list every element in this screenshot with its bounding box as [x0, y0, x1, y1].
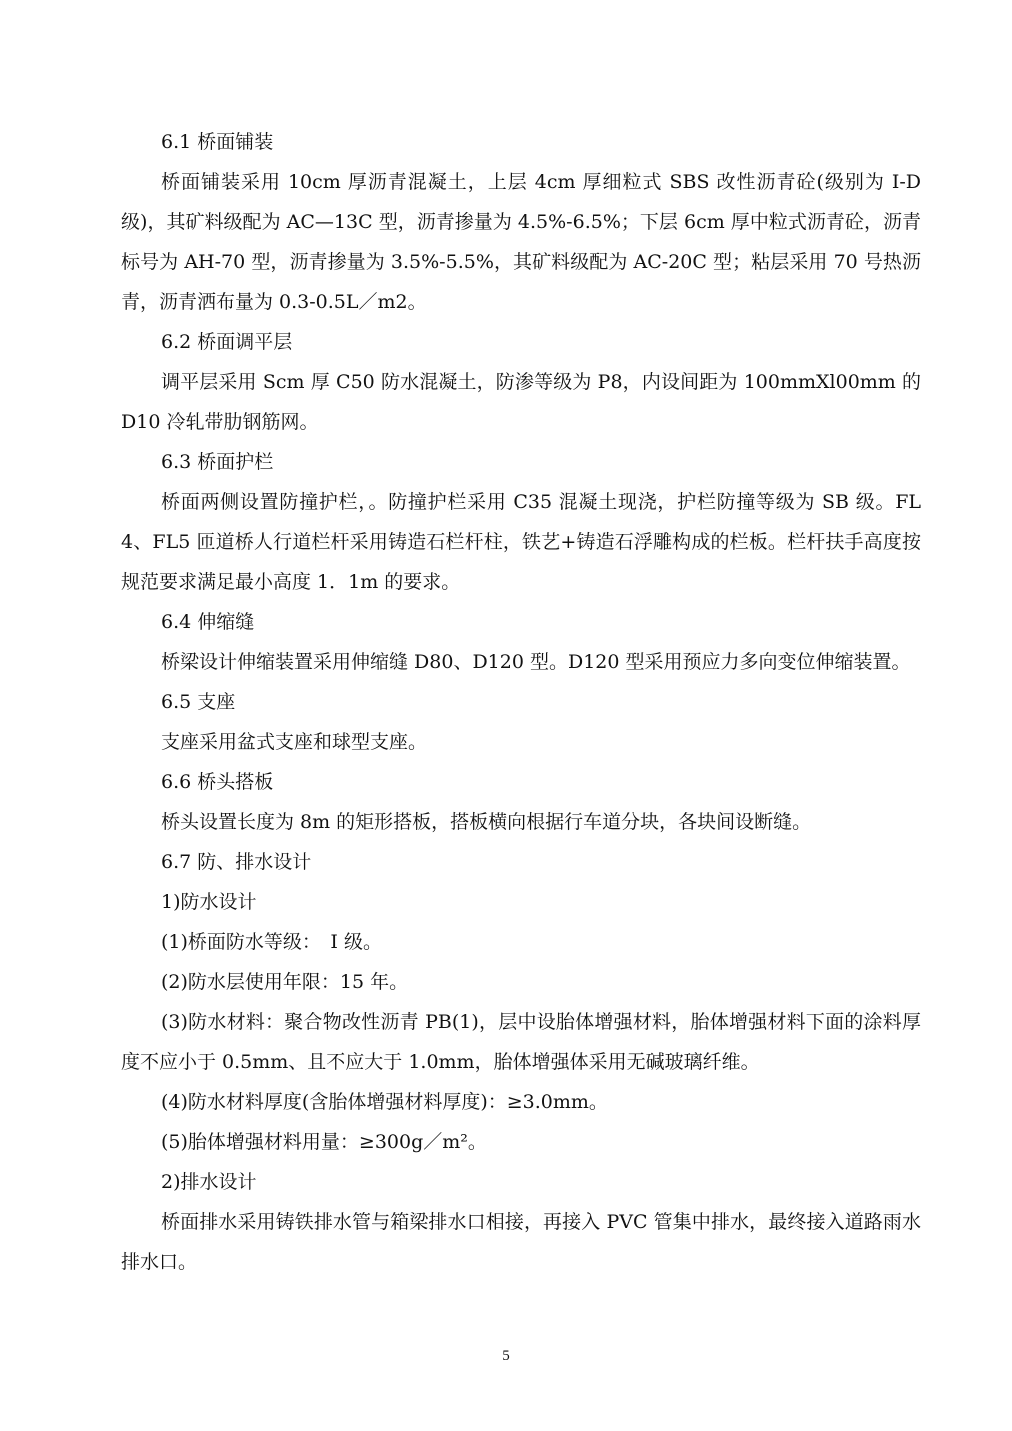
section-6-2-heading: 6.2 桥面调平层 [161, 331, 293, 353]
section-6-3-body: 桥面两侧设置防撞护栏，。防撞护栏采用 C35 混凝土现浇，护栏防撞等级为 SB 级。FL4、FL5 匝道桥人行道栏杆采用铸造石栏杆柱，铁艺+铸造石浮雕构成的栏板。栏杆扶手高度按规范要求满足最小高度 1．1m 的要求。 [121, 491, 921, 593]
section-6-4-body: 桥梁设计伸缩装置采用伸缩缝 D80、D120 型。D120 型采用预应力多向变位伸缩装置。 [161, 651, 911, 673]
waterproof-item-5: (5)胎体增强材料用量：≥300g／m²。 [161, 1131, 487, 1153]
section-6-6-body: 桥头设置长度为 8m 的矩形搭板，搭板横向根据行车道分块，各块间设断缝。 [161, 811, 812, 833]
drainage-body: 桥面排水采用铸铁排水管与箱梁排水口相接，再接入 PVC 管集中排水，最终接入道路雨水排水口。 [121, 1211, 921, 1273]
document-body [121, 122, 921, 1282]
section-6-2-body: 调平层采用 Scm 厚 C50 防水混凝土，防渗等级为 P8，内设间距为 100mmXl00mm 的 D10 冷轧带肋钢筋网。 [121, 371, 921, 433]
section-6-1-body: 桥面铺装采用 10cm 厚沥青混凝土，上层 4cm 厚细粒式 SBS 改性沥青砼(级别为 I-D 级)，其矿料级配为 AC—13C 型，沥青掺量为 4.5%-6.5%；下层 6cm 厚中粒式沥青砼，沥青标号为 AH-70 型，沥青掺量为 3.5%-5.5%，其矿料级配为 AC-20C 型；粘层采用 70 号热沥青，沥青洒布量为 0.3-0.5L／m2。 [121, 171, 921, 313]
section-6-4-heading: 6.4 伸缩缝 [161, 611, 255, 633]
section-6-1-heading: 6.1 桥面铺装 [161, 131, 274, 153]
section-6-3-heading: 6.3 桥面护栏 [161, 451, 274, 473]
waterproof-item-3: (3)防水材料：聚合物改性沥青 PB(1)，层中设胎体增强材料，胎体增强材料下面的涂料厚度不应小于 0.5mm、且不应大于 1.0mm，胎体增强体采用无碱玻璃纤维。 [121, 1011, 921, 1073]
section-6-7-heading: 6.7 防、排水设计 [161, 851, 312, 873]
section-6-5-body: 支座采用盆式支座和球型支座。 [161, 731, 428, 753]
waterproof-heading: 1)防水设计 [161, 891, 257, 913]
waterproof-item-2: (2)防水层使用年限：15 年。 [161, 971, 409, 993]
page-number: 5 [502, 1348, 510, 1364]
drainage-heading: 2)排水设计 [161, 1171, 257, 1193]
section-6-6-heading: 6.6 桥头搭板 [161, 771, 274, 793]
waterproof-item-4: (4)防水材料厚度(含胎体增强材料厚度)：≥3.0mm。 [161, 1091, 608, 1113]
section-6-5-heading: 6.5 支座 [161, 691, 236, 713]
waterproof-item-1: (1)桥面防水等级： I 级。 [161, 931, 382, 953]
